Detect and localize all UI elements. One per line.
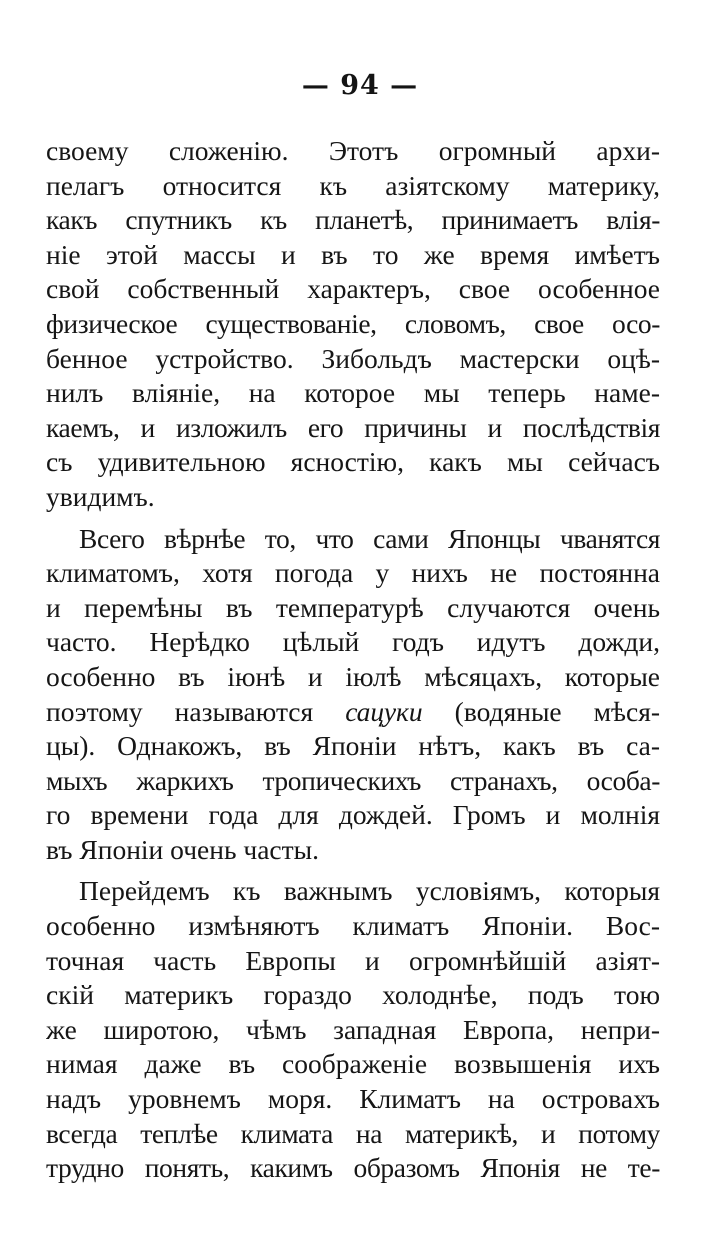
text-line: свой собственный характеръ, свое особенное — [46, 273, 660, 305]
text-line: физическое существованіе, словомъ, свое осо- — [46, 307, 660, 339]
text-line: нимая даже въ соображеніе возвышенія ихъ — [46, 1048, 660, 1080]
paragraph-3 — [46, 874, 660, 1185]
text-line: мыхъ жаркихъ тропическихъ странахъ, особа- — [46, 764, 660, 796]
text-line: климатомъ, хотя погода у нихъ не постоянна — [46, 557, 660, 589]
text-line: же широтою, чѣмъ западная Европа, непри- — [46, 1013, 660, 1045]
text-line: цы). Однакожъ, въ Японіи нѣтъ, какъ въ са- — [46, 730, 660, 762]
text-line — [46, 695, 660, 730]
text-line: какъ спутникъ къ планетѣ, принимаетъ влія- — [46, 204, 660, 236]
italic-term: сацуки — [345, 695, 423, 727]
text-line: скій материкъ гораздо холоднѣе, подъ тою — [46, 979, 660, 1011]
text-line: увидимъ. — [46, 480, 155, 512]
text-line: надъ уровнемъ моря. Климатъ на островахъ — [46, 1083, 660, 1115]
text-line: пелагъ относится къ азіятскому материку, — [46, 169, 660, 201]
text-line: бенное устройство. Зибольдъ мастерски оцѣ- — [46, 342, 660, 374]
text-line: часто. Нерѣдко цѣлый годъ идутъ дожди, — [46, 626, 660, 658]
text-line: каемъ, и изложилъ его причины и послѣдствія — [46, 411, 660, 443]
text-line: Перейдемъ къ важнымъ условіямъ, которыя — [79, 875, 660, 907]
text-line: нилъ вліяніе, на которое мы теперь наме- — [46, 377, 660, 409]
text-segment: поэтому называются — [46, 695, 314, 727]
text-line: особенно въ іюнѣ и іюлѣ мѣсяцахъ, которые — [46, 660, 660, 692]
paragraph-1 — [46, 134, 660, 515]
text-line: съ удивительною ясностію, какъ мы сейчасъ — [46, 446, 660, 478]
text-line: въ Японіи очень часты. — [46, 833, 319, 865]
page-number: — 94 — — [301, 70, 419, 101]
text-line: особенно измѣняютъ климатъ Японіи. Вос- — [46, 910, 660, 942]
text-line: ніе этой массы и въ то же время имѣетъ — [46, 238, 660, 270]
text-line: Всего вѣрнѣе то, что сами Японцы чванятся — [79, 522, 660, 554]
text-line: трудно понять, какимъ образомъ Японія не те- — [46, 1152, 660, 1184]
paragraph-2 — [46, 522, 660, 868]
paragraph-gap — [46, 515, 660, 522]
text-line: всегда теплѣе климата на материкѣ, и потому — [46, 1117, 660, 1149]
text-line: го времени года для дождей. Громъ и молнія — [46, 799, 660, 831]
body-text — [46, 134, 660, 1186]
text-segment: (водяные мѣся- — [454, 695, 660, 727]
text-line: и перемѣны въ температурѣ случаются очень — [46, 591, 660, 623]
text-line: точная часть Европы и огромнѣйшій азіят- — [46, 944, 660, 976]
text-line: своему сложенію. Этотъ огромный архи- — [46, 135, 660, 166]
paragraph-gap — [46, 867, 660, 874]
